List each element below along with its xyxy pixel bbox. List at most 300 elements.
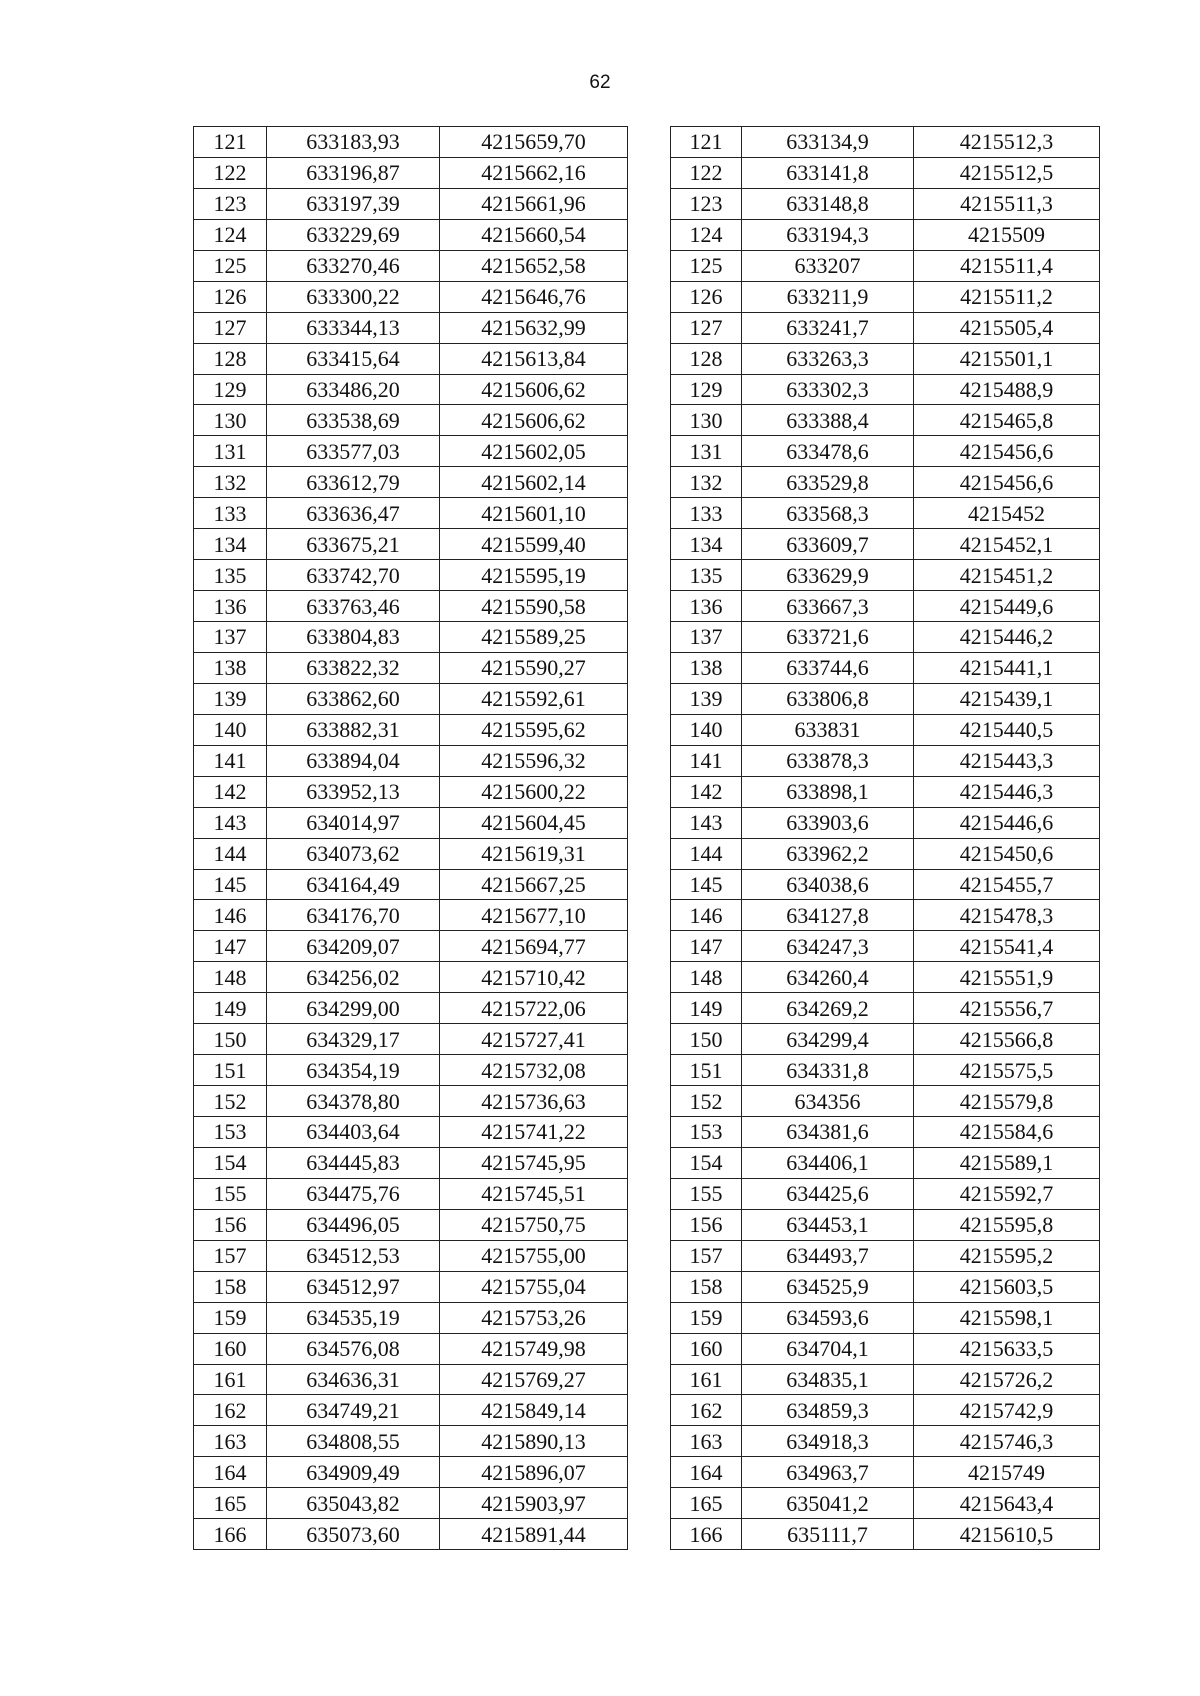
x-coordinate-cell: 634329,17: [267, 1024, 440, 1055]
x-coordinate-cell: 633609,7: [742, 529, 914, 560]
x-coordinate-cell: 635111,7: [742, 1519, 914, 1550]
x-coordinate-cell: 634918,3: [742, 1426, 914, 1457]
y-coordinate-cell: 4215891,44: [440, 1519, 628, 1550]
table-row: [194, 1364, 628, 1395]
x-coordinate-cell: 634475,76: [267, 1178, 440, 1209]
x-coordinate-cell: 633388,4: [742, 405, 914, 436]
table-row: [671, 776, 1100, 807]
x-coordinate-cell: 633862,60: [267, 683, 440, 714]
y-coordinate-cell: 4215440,5: [914, 714, 1100, 745]
y-coordinate-cell: 4215613,84: [440, 343, 628, 374]
point-number-cell: 160: [671, 1333, 742, 1364]
y-coordinate-cell: 4215446,3: [914, 776, 1100, 807]
point-number-cell: 166: [671, 1519, 742, 1550]
table-row: [194, 652, 628, 683]
y-coordinate-cell: 4215584,6: [914, 1117, 1100, 1148]
point-number-cell: 163: [671, 1426, 742, 1457]
table-row: [671, 1302, 1100, 1333]
x-coordinate-cell: 634909,49: [267, 1457, 440, 1488]
point-number-cell: 140: [194, 714, 267, 745]
x-coordinate-cell: 633263,3: [742, 343, 914, 374]
table-row: [671, 405, 1100, 436]
point-number-cell: 124: [194, 219, 267, 250]
table-row: [671, 1024, 1100, 1055]
x-coordinate-cell: 634493,7: [742, 1240, 914, 1271]
y-coordinate-cell: 4215632,99: [440, 312, 628, 343]
y-coordinate-cell: 4215589,1: [914, 1147, 1100, 1178]
point-number-cell: 157: [194, 1240, 267, 1271]
table-row: [671, 838, 1100, 869]
x-coordinate-cell: 633207: [742, 250, 914, 281]
y-coordinate-cell: 4215604,45: [440, 807, 628, 838]
x-coordinate-cell: 634963,7: [742, 1457, 914, 1488]
x-coordinate-cell: 634073,62: [267, 838, 440, 869]
point-number-cell: 162: [671, 1395, 742, 1426]
point-number-cell: 146: [671, 900, 742, 931]
x-coordinate-cell: 634299,4: [742, 1024, 914, 1055]
y-coordinate-cell: 4215579,8: [914, 1086, 1100, 1117]
point-number-cell: 155: [194, 1178, 267, 1209]
x-coordinate-cell: 634269,2: [742, 993, 914, 1024]
y-coordinate-cell: 4215439,1: [914, 683, 1100, 714]
table-row: [194, 1117, 628, 1148]
point-number-cell: 165: [194, 1488, 267, 1519]
table-row: [194, 1024, 628, 1055]
table-row: [671, 1209, 1100, 1240]
coordinates-table-left: [193, 126, 628, 1550]
point-number-cell: 145: [671, 869, 742, 900]
y-coordinate-cell: 4215450,6: [914, 838, 1100, 869]
table-row: [671, 1178, 1100, 1209]
x-coordinate-cell: 634636,31: [267, 1364, 440, 1395]
y-coordinate-cell: 4215509: [914, 219, 1100, 250]
y-coordinate-cell: 4215511,2: [914, 281, 1100, 312]
table-row: [194, 1209, 628, 1240]
table-row: [194, 714, 628, 745]
point-number-cell: 133: [671, 498, 742, 529]
table-row: [671, 188, 1100, 219]
y-coordinate-cell: 4215556,7: [914, 993, 1100, 1024]
point-number-cell: 147: [671, 931, 742, 962]
x-coordinate-cell: 634425,6: [742, 1178, 914, 1209]
y-coordinate-cell: 4215755,00: [440, 1240, 628, 1271]
point-number-cell: 124: [671, 219, 742, 250]
table-row: [671, 374, 1100, 405]
point-number-cell: 150: [194, 1024, 267, 1055]
point-number-cell: 142: [194, 776, 267, 807]
point-number-cell: 130: [671, 405, 742, 436]
y-coordinate-cell: 4215505,4: [914, 312, 1100, 343]
y-coordinate-cell: 4215443,3: [914, 745, 1100, 776]
y-coordinate-cell: 4215551,9: [914, 962, 1100, 993]
table-row: [671, 312, 1100, 343]
point-number-cell: 137: [671, 622, 742, 653]
x-coordinate-cell: 634378,80: [267, 1086, 440, 1117]
x-coordinate-cell: 633806,8: [742, 683, 914, 714]
y-coordinate-cell: 4215446,6: [914, 807, 1100, 838]
y-coordinate-cell: 4215595,2: [914, 1240, 1100, 1271]
x-coordinate-cell: 634749,21: [267, 1395, 440, 1426]
point-number-cell: 121: [671, 127, 742, 158]
y-coordinate-cell: 4215596,32: [440, 745, 628, 776]
table-row: [671, 1333, 1100, 1364]
x-coordinate-cell: 633744,6: [742, 652, 914, 683]
point-number-cell: 127: [194, 312, 267, 343]
x-coordinate-cell: 633878,3: [742, 745, 914, 776]
y-coordinate-cell: 4215512,3: [914, 127, 1100, 158]
table-row: [194, 591, 628, 622]
point-number-cell: 152: [671, 1086, 742, 1117]
x-coordinate-cell: 634535,19: [267, 1302, 440, 1333]
table-row: [671, 1519, 1100, 1550]
x-coordinate-cell: 635043,82: [267, 1488, 440, 1519]
table-row: [671, 591, 1100, 622]
point-number-cell: 152: [194, 1086, 267, 1117]
table-row: [671, 157, 1100, 188]
point-number-cell: 164: [671, 1457, 742, 1488]
y-coordinate-cell: 4215741,22: [440, 1117, 628, 1148]
x-coordinate-cell: 634354,19: [267, 1055, 440, 1086]
x-coordinate-cell: 634164,49: [267, 869, 440, 900]
table-row: [671, 652, 1100, 683]
y-coordinate-cell: 4215501,1: [914, 343, 1100, 374]
y-coordinate-cell: 4215849,14: [440, 1395, 628, 1426]
x-coordinate-cell: 633898,1: [742, 776, 914, 807]
y-coordinate-cell: 4215456,6: [914, 436, 1100, 467]
table-row: [194, 1271, 628, 1302]
point-number-cell: 158: [194, 1271, 267, 1302]
point-number-cell: 132: [671, 467, 742, 498]
point-number-cell: 155: [671, 1178, 742, 1209]
table-row: [194, 498, 628, 529]
point-number-cell: 121: [194, 127, 267, 158]
point-number-cell: 158: [671, 1271, 742, 1302]
table-row: [194, 745, 628, 776]
x-coordinate-cell: 633196,87: [267, 157, 440, 188]
table-row: [194, 900, 628, 931]
y-coordinate-cell: 4215750,75: [440, 1209, 628, 1240]
y-coordinate-cell: 4215452,1: [914, 529, 1100, 560]
y-coordinate-cell: 4215592,7: [914, 1178, 1100, 1209]
table-row: [194, 436, 628, 467]
point-number-cell: 123: [194, 188, 267, 219]
y-coordinate-cell: 4215606,62: [440, 405, 628, 436]
point-number-cell: 139: [671, 683, 742, 714]
x-coordinate-cell: 634381,6: [742, 1117, 914, 1148]
y-coordinate-cell: 4215736,63: [440, 1086, 628, 1117]
x-coordinate-cell: 634038,6: [742, 869, 914, 900]
point-number-cell: 163: [194, 1426, 267, 1457]
x-coordinate-cell: 634014,97: [267, 807, 440, 838]
point-number-cell: 147: [194, 931, 267, 962]
point-number-cell: 131: [671, 436, 742, 467]
table-row: [671, 127, 1100, 158]
x-coordinate-cell: 635041,2: [742, 1488, 914, 1519]
y-coordinate-cell: 4215646,76: [440, 281, 628, 312]
table-row: [671, 869, 1100, 900]
y-coordinate-cell: 4215512,5: [914, 157, 1100, 188]
table-row: [194, 250, 628, 281]
point-number-cell: 132: [194, 467, 267, 498]
x-coordinate-cell: 633241,7: [742, 312, 914, 343]
page-number: 62: [589, 72, 611, 93]
table-row: [194, 529, 628, 560]
y-coordinate-cell: 4215441,1: [914, 652, 1100, 683]
point-number-cell: 154: [671, 1147, 742, 1178]
point-number-cell: 136: [671, 591, 742, 622]
x-coordinate-cell: 633804,83: [267, 622, 440, 653]
point-number-cell: 129: [671, 374, 742, 405]
point-number-cell: 127: [671, 312, 742, 343]
x-coordinate-cell: 634704,1: [742, 1333, 914, 1364]
y-coordinate-cell: 4215677,10: [440, 900, 628, 931]
table-row: [194, 1086, 628, 1117]
x-coordinate-cell: 633302,3: [742, 374, 914, 405]
table-row: [671, 807, 1100, 838]
table-row: [194, 374, 628, 405]
point-number-cell: 142: [671, 776, 742, 807]
x-coordinate-cell: 634299,00: [267, 993, 440, 1024]
y-coordinate-cell: 4215633,5: [914, 1333, 1100, 1364]
x-coordinate-cell: 634453,1: [742, 1209, 914, 1240]
point-number-cell: 128: [671, 343, 742, 374]
y-coordinate-cell: 4215455,7: [914, 869, 1100, 900]
table-row: [671, 1086, 1100, 1117]
y-coordinate-cell: 4215592,61: [440, 683, 628, 714]
table-row: [671, 343, 1100, 374]
point-number-cell: 131: [194, 436, 267, 467]
y-coordinate-cell: 4215599,40: [440, 529, 628, 560]
table-row: [671, 683, 1100, 714]
y-coordinate-cell: 4215742,9: [914, 1395, 1100, 1426]
y-coordinate-cell: 4215745,95: [440, 1147, 628, 1178]
point-number-cell: 154: [194, 1147, 267, 1178]
y-coordinate-cell: 4215595,19: [440, 560, 628, 591]
point-number-cell: 166: [194, 1519, 267, 1550]
y-coordinate-cell: 4215488,9: [914, 374, 1100, 405]
y-coordinate-cell: 4215452: [914, 498, 1100, 529]
y-coordinate-cell: 4215589,25: [440, 622, 628, 653]
point-number-cell: 123: [671, 188, 742, 219]
x-coordinate-cell: 634512,97: [267, 1271, 440, 1302]
table-row: [671, 900, 1100, 931]
table-row: [194, 312, 628, 343]
table-row: [671, 931, 1100, 962]
table-row: [671, 993, 1100, 1024]
y-coordinate-cell: 4215465,8: [914, 405, 1100, 436]
point-number-cell: 162: [194, 1395, 267, 1426]
point-number-cell: 149: [194, 993, 267, 1024]
y-coordinate-cell: 4215896,07: [440, 1457, 628, 1488]
x-coordinate-cell: 633962,2: [742, 838, 914, 869]
point-number-cell: 139: [194, 683, 267, 714]
point-number-cell: 159: [194, 1302, 267, 1333]
point-number-cell: 145: [194, 869, 267, 900]
table-row: [194, 188, 628, 219]
x-coordinate-cell: 633486,20: [267, 374, 440, 405]
x-coordinate-cell: 634176,70: [267, 900, 440, 931]
table-row: [194, 993, 628, 1024]
point-number-cell: 135: [671, 560, 742, 591]
table-row: [194, 219, 628, 250]
table-row: [671, 281, 1100, 312]
table-row: [194, 1302, 628, 1333]
table-row: [194, 838, 628, 869]
table-row: [194, 1147, 628, 1178]
y-coordinate-cell: 4215619,31: [440, 838, 628, 869]
x-coordinate-cell: 633148,8: [742, 188, 914, 219]
point-number-cell: 134: [671, 529, 742, 560]
x-coordinate-cell: 633300,22: [267, 281, 440, 312]
y-coordinate-cell: 4215643,4: [914, 1488, 1100, 1519]
x-coordinate-cell: 633538,69: [267, 405, 440, 436]
point-number-cell: 126: [671, 281, 742, 312]
y-coordinate-cell: 4215745,51: [440, 1178, 628, 1209]
y-coordinate-cell: 4215511,4: [914, 250, 1100, 281]
x-coordinate-cell: 633134,9: [742, 127, 914, 158]
table-row: [671, 1055, 1100, 1086]
point-number-cell: 146: [194, 900, 267, 931]
table-row: [194, 776, 628, 807]
point-number-cell: 138: [671, 652, 742, 683]
x-coordinate-cell: 634256,02: [267, 962, 440, 993]
table-row: [194, 1426, 628, 1457]
table-row: [671, 1426, 1100, 1457]
x-coordinate-cell: 633742,70: [267, 560, 440, 591]
y-coordinate-cell: 4215449,6: [914, 591, 1100, 622]
point-number-cell: 135: [194, 560, 267, 591]
x-coordinate-cell: 634593,6: [742, 1302, 914, 1333]
x-coordinate-cell: 634403,64: [267, 1117, 440, 1148]
point-number-cell: 156: [194, 1209, 267, 1240]
y-coordinate-cell: 4215726,2: [914, 1364, 1100, 1395]
point-number-cell: 148: [671, 962, 742, 993]
point-number-cell: 141: [194, 745, 267, 776]
table-row: [194, 560, 628, 591]
x-coordinate-cell: 634356: [742, 1086, 914, 1117]
x-coordinate-cell: 634127,8: [742, 900, 914, 931]
x-coordinate-cell: 633763,46: [267, 591, 440, 622]
y-coordinate-cell: 4215595,62: [440, 714, 628, 745]
point-number-cell: 151: [194, 1055, 267, 1086]
table-row: [671, 1364, 1100, 1395]
point-number-cell: 144: [194, 838, 267, 869]
table-row: [194, 1519, 628, 1550]
point-number-cell: 126: [194, 281, 267, 312]
point-number-cell: 140: [671, 714, 742, 745]
point-number-cell: 125: [671, 250, 742, 281]
y-coordinate-cell: 4215451,2: [914, 560, 1100, 591]
x-coordinate-cell: 633478,6: [742, 436, 914, 467]
table-row: [671, 467, 1100, 498]
table-row: [671, 622, 1100, 653]
x-coordinate-cell: 634808,55: [267, 1426, 440, 1457]
x-coordinate-cell: 633894,04: [267, 745, 440, 776]
y-coordinate-cell: 4215746,3: [914, 1426, 1100, 1457]
x-coordinate-cell: 633822,32: [267, 652, 440, 683]
y-coordinate-cell: 4215769,27: [440, 1364, 628, 1395]
x-coordinate-cell: 633344,13: [267, 312, 440, 343]
point-number-cell: 136: [194, 591, 267, 622]
point-number-cell: 133: [194, 498, 267, 529]
point-number-cell: 153: [671, 1117, 742, 1148]
y-coordinate-cell: 4215478,3: [914, 900, 1100, 931]
x-coordinate-cell: 633675,21: [267, 529, 440, 560]
table-row: [194, 1333, 628, 1364]
x-coordinate-cell: 633183,93: [267, 127, 440, 158]
x-coordinate-cell: 634512,53: [267, 1240, 440, 1271]
point-number-cell: 151: [671, 1055, 742, 1086]
point-number-cell: 148: [194, 962, 267, 993]
table-row: [671, 962, 1100, 993]
x-coordinate-cell: 634445,83: [267, 1147, 440, 1178]
x-coordinate-cell: 633529,8: [742, 467, 914, 498]
x-coordinate-cell: 635073,60: [267, 1519, 440, 1550]
y-coordinate-cell: 4215890,13: [440, 1426, 628, 1457]
y-coordinate-cell: 4215446,2: [914, 622, 1100, 653]
y-coordinate-cell: 4215598,1: [914, 1302, 1100, 1333]
y-coordinate-cell: 4215602,05: [440, 436, 628, 467]
y-coordinate-cell: 4215575,5: [914, 1055, 1100, 1086]
x-coordinate-cell: 634247,3: [742, 931, 914, 962]
x-coordinate-cell: 633270,46: [267, 250, 440, 281]
point-number-cell: 128: [194, 343, 267, 374]
point-number-cell: 165: [671, 1488, 742, 1519]
y-coordinate-cell: 4215652,58: [440, 250, 628, 281]
table-row: [194, 405, 628, 436]
point-number-cell: 137: [194, 622, 267, 653]
table-row: [194, 127, 628, 158]
table-row: [194, 1178, 628, 1209]
table-row: [671, 1147, 1100, 1178]
table-row: [671, 436, 1100, 467]
table-row: [194, 1240, 628, 1271]
table-row: [671, 714, 1100, 745]
y-coordinate-cell: 4215590,27: [440, 652, 628, 683]
point-number-cell: 150: [671, 1024, 742, 1055]
point-number-cell: 161: [671, 1364, 742, 1395]
y-coordinate-cell: 4215659,70: [440, 127, 628, 158]
x-coordinate-cell: 633141,8: [742, 157, 914, 188]
table-row: [671, 560, 1100, 591]
table-row: [194, 869, 628, 900]
table-row: [194, 931, 628, 962]
coordinates-table-right: [670, 126, 1100, 1550]
table-row: [671, 1457, 1100, 1488]
table-row: [194, 1395, 628, 1426]
y-coordinate-cell: 4215595,8: [914, 1209, 1100, 1240]
point-number-cell: 157: [671, 1240, 742, 1271]
table-row: [194, 622, 628, 653]
table-row: [671, 745, 1100, 776]
table-row: [671, 1271, 1100, 1302]
point-number-cell: 149: [671, 993, 742, 1024]
x-coordinate-cell: 634209,07: [267, 931, 440, 962]
y-coordinate-cell: 4215602,14: [440, 467, 628, 498]
point-number-cell: 138: [194, 652, 267, 683]
point-number-cell: 160: [194, 1333, 267, 1364]
point-number-cell: 143: [194, 807, 267, 838]
point-number-cell: 130: [194, 405, 267, 436]
point-number-cell: 122: [671, 157, 742, 188]
x-coordinate-cell: 633629,9: [742, 560, 914, 591]
x-coordinate-cell: 634576,08: [267, 1333, 440, 1364]
table-row: [671, 219, 1100, 250]
point-number-cell: 156: [671, 1209, 742, 1240]
point-number-cell: 141: [671, 745, 742, 776]
x-coordinate-cell: 634406,1: [742, 1147, 914, 1178]
x-coordinate-cell: 633211,9: [742, 281, 914, 312]
